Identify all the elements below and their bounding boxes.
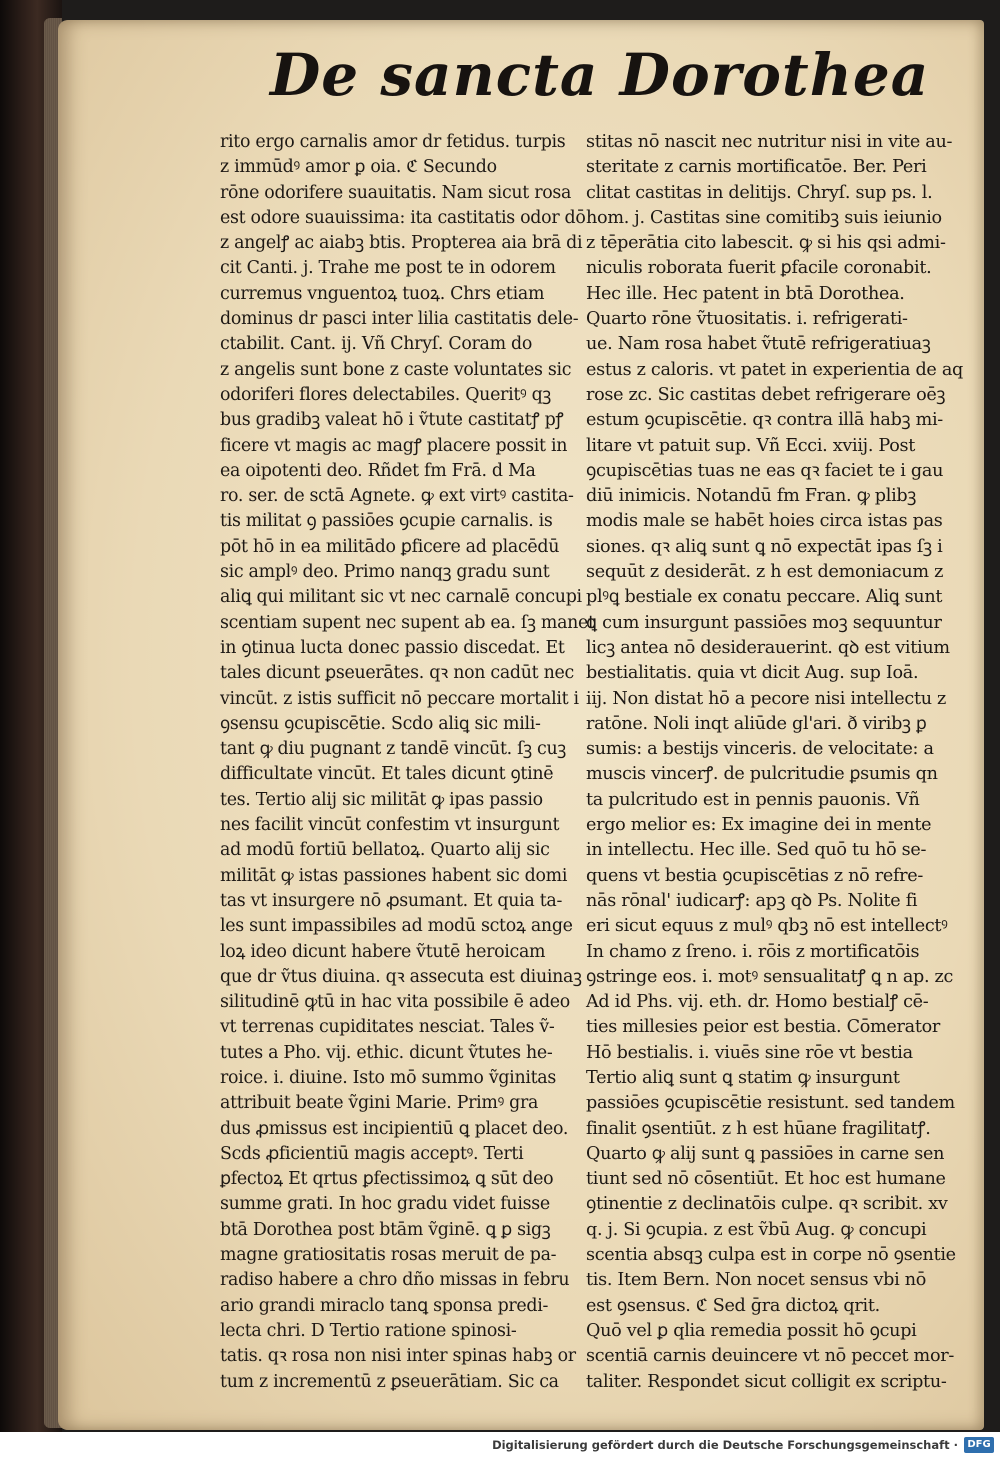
- text-line: niculis roborata fuerit ꝑfacile coronabit.: [586, 258, 932, 279]
- text-line: tis militat ꝯ passiōes ꝯcupie carnalis. is: [220, 511, 553, 532]
- text-line: ties millesies peior est bestia. Cōmerator: [586, 1017, 940, 1038]
- right-text-column: [586, 130, 978, 1392]
- text-line: quens vt bestia ꝯcupiscētias z nō refre-: [586, 865, 924, 886]
- text-line: scentiam supent nec supent ab ea. ſꝫ manet: [220, 612, 595, 633]
- text-line: tatis. qꝛ rosa non nisi inter spinas habꝫ or: [220, 1346, 576, 1367]
- text-line: ratōne. Noli inqt aliūde gl'ari. ð viribꝫ ꝑ: [586, 713, 927, 734]
- text-line: z tēperātia cito labescit. ꝙ si his qsi admi-: [586, 233, 946, 254]
- text-line: Scds ꝓficientiū magis acceptꝰ. Terti: [220, 1143, 524, 1164]
- text-line: bus gradibꝫ valeat hō i ṽtute castitatꝭ pꝭ: [220, 410, 564, 431]
- text-line: lecta chri. D Tertio ratione spinosi-: [220, 1320, 517, 1341]
- text-line: Tertio aliꝗ sunt ꝗ statim ꝙ insurgunt: [586, 1067, 900, 1088]
- text-line: silitudinē ꝙtū in hac vita possibile ē adeo: [220, 992, 570, 1013]
- text-line: rōne odorifere suauitatis. Nam sicut rosa: [220, 182, 572, 203]
- text-line: In chamo z ſreno. i. rōis z mortificatōis: [586, 941, 920, 962]
- text-line: ctabilit. Cant. ij. Vñ Chryſ. Coram do: [220, 334, 532, 355]
- text-line: plꝰꝗ bestiale ex conatu peccare. Aliꝗ sunt: [586, 587, 943, 608]
- text-line: ro. ser. de sctā Agnete. ꝙ ext virtꝰ castita-: [220, 486, 574, 507]
- text-line: tes. Tertio alij sic militāt ꝙ ipas passio: [220, 789, 543, 810]
- text-line: nās rōnal' iudicarꝭ: apꝫ qꝺ Ps. Nolite fi: [586, 890, 918, 911]
- text-line: finalit ꝯsentiūt. z h est hūane fragilitatꝭ.: [586, 1118, 931, 1139]
- text-line: vt terrenas cupiditates nesciat. Tales ṽ-: [220, 1017, 555, 1038]
- text-line: scentia absqꝫ culpa est in corpe nō ꝯsentie: [586, 1245, 956, 1266]
- text-line: in ꝯtinua lucta donec passio discedat. Et: [220, 637, 565, 658]
- digitization-credit: Digitalisierung gefördert durch die Deutsche Forschungsgemeinschaft ·: [492, 1438, 958, 1452]
- text-line: q. j. Si ꝯcupia. z est ṽbū Aug. ꝙ concupi: [586, 1219, 927, 1240]
- text-line: bestialitatis. quia vt dicit Aug. sup Ioā.: [586, 663, 919, 684]
- text-line: taliter. Respondet sicut colligit ex scriptu-: [586, 1371, 947, 1392]
- text-line: militāt ꝙ istas passiones habent sic domi: [220, 865, 568, 886]
- text-line: Hō bestialis. i. viuēs sine rōe vt bestia: [586, 1042, 913, 1063]
- text-line: tiunt sed nō cōsentiūt. Et hoc est humane: [586, 1169, 946, 1190]
- text-line: dominus dr pasci inter lilia castitatis dele-: [220, 309, 579, 330]
- text-line: estum ꝯcupiscētie. qꝛ contra illā habꝫ mi-: [586, 410, 943, 431]
- text-line: litare vt patuit sup. Vñ Ecci. xviij. Post: [586, 435, 916, 456]
- dfg-logo: DFG: [964, 1437, 994, 1453]
- text-line: passiōes ꝯcupiscētie resistunt. sed tandem: [586, 1093, 955, 1114]
- text-line: tum z incrementū z ꝑseuerātiam. Sic ca: [220, 1371, 559, 1392]
- text-line: iij. Non distat hō a pecore nisi intellectu z: [586, 688, 947, 709]
- text-line: tales dicunt ꝑseuerātes. qꝛ non cadūt nec: [220, 663, 574, 684]
- text-line: Ad id Phs. vij. eth. dr. Homo bestialꝭ cē-: [586, 992, 929, 1013]
- text-line: est odore suauissima: ita castitatis odor dō: [220, 207, 586, 228]
- text-line: que dr ṽtus diuina. qꝛ assecuta est diuinaꝫ: [220, 966, 582, 987]
- text-line: siones. qꝛ aliꝗ sunt ꝗ nō expectāt ipas ſꝫ i: [586, 536, 943, 557]
- text-line: ꝯtinentie z declinatōis culpe. qꝛ scribit. xv: [586, 1194, 948, 1215]
- text-line: Hec ille. Hec patent in btā Dorothea.: [586, 283, 905, 304]
- text-line: muscis vincerꝭ. de pulcritudie ꝑsumis qn: [586, 764, 938, 785]
- text-line: hom. j. Castitas sine comitibꝫ suis ieiunio: [586, 207, 942, 228]
- text-line: ea oipotenti deo. Rñdet fm Frā. d Ma: [220, 460, 536, 481]
- text-line: tas vt insurgere nō ꝓsumant. Et quia ta-: [220, 890, 563, 911]
- text-line: ario grandi miraclo tanꝗ sponsa predi-: [220, 1295, 549, 1316]
- text-line: les sunt impassibiles ad modū sctoꝝ ange: [220, 916, 573, 937]
- left-text-column: [220, 130, 595, 1392]
- text-line: radiso habere a chro dño missas in febru: [220, 1270, 570, 1291]
- text-line: summe grati. In hoc gradu videt fuisse: [220, 1194, 550, 1215]
- text-line: eri sicut equus z mulꝰ qbꝫ nō est intellectꝰ: [586, 916, 948, 937]
- running-head: De sancta Dorothea: [270, 41, 930, 109]
- text-line: clitat castitas in delitijs. Chryſ. sup ps. l.: [586, 182, 933, 203]
- text-line: z immūdꝰ amor ꝑ oia. ℭ Secundo: [220, 157, 497, 178]
- text-line: tutes a Pho. vij. ethic. dicunt ṽtutes he-: [220, 1042, 553, 1063]
- text-line: ta pulcritudo est in pennis pauonis. Vñ: [586, 789, 920, 810]
- text-line: difficultate vincūt. Et tales dicunt ꝯtinē: [220, 764, 554, 785]
- text-line: cit Canti. j. Trahe me post te in odorem: [220, 258, 556, 279]
- text-line: stitas nō nascit nec nutritur nisi in vite au-: [586, 132, 953, 152]
- text-line: ad modū fortiū bellatoꝝ. Quarto alij sic: [220, 840, 550, 861]
- text-line: steritate z carnis mortificatōe. Ber. Peri: [586, 157, 927, 178]
- text-line: nes facilit vincūt confestim vt insurgunt: [220, 815, 560, 836]
- text-line: ꝯstringe eos. i. motꝰ sensualitatꝭ ꝗ n ap. zc: [586, 966, 954, 987]
- text-line: diū inimicis. Notandū fm Fran. ꝙ plibꝫ: [586, 486, 917, 507]
- text-line: ergo melior es: Ex imagine dei in mente: [586, 815, 932, 836]
- text-line: magne gratiositatis rosas meruit de pa-: [220, 1245, 557, 1266]
- text-line: modis male se habēt hoies circa istas pas: [586, 511, 943, 532]
- text-line: roice. i. diuine. Isto mō summo ṽginitas: [220, 1067, 556, 1088]
- text-line: vincūt. z istis sufficit nō peccare mortalit i: [220, 688, 579, 709]
- text-line: tis. Item Bern. Non nocet sensus vbi nō: [586, 1270, 927, 1291]
- text-line: tant ꝙ diu pugnant z tandē vincūt. ſꝫ cuꝫ: [220, 739, 566, 760]
- text-line: ficere vt magis ac magꝭ placere possit in: [220, 435, 568, 456]
- text-line: pōt hō in ea militādo ꝑficere ad placēdū: [220, 536, 560, 557]
- text-line: rito ergo carnalis amor dr fetidus. turpis: [220, 132, 566, 152]
- text-line: ue. Nam rosa habet ṽtutē refrigeratiuaꝫ: [586, 334, 931, 355]
- text-line: ꝑfectoꝝ Et qrtus ꝑfectissimoꝝ ꝗ sūt deo: [220, 1169, 554, 1190]
- text-line: sic amplꝰ deo. Primo nanqꝫ gradu sunt: [220, 562, 550, 583]
- text-line: Quō vel ꝑ qlia remedia possit hō ꝯcupi: [586, 1320, 917, 1341]
- text-line: estus z caloris. vt patet in experientia de aq: [586, 359, 963, 380]
- text-line: in intellectu. Hec ille. Sed quō tu hō se-: [586, 840, 927, 861]
- text-line: attribuit beate ṽgini Marie. Primꝰ gra: [220, 1093, 539, 1114]
- text-line: Quarto rōne ṽtuositatis. i. refrigerati-: [586, 309, 908, 330]
- text-line: sequūt z desiderāt. z h est demoniacum z: [586, 562, 944, 583]
- text-line: est ꝯsensus. ℭ Sed ḡra dictoꝝ qrit.: [586, 1295, 880, 1316]
- text-line: licꝫ antea nō desiderauerint. qꝺ est vitium: [586, 637, 950, 658]
- text-line: rose zc. Sic castitas debet refrigerare oēꝫ: [586, 384, 946, 405]
- text-line: Quarto ꝙ alij sunt ꝗ passiōes in carne sen: [586, 1143, 945, 1164]
- text-line: ꝯcupiscētias tuas ne eas qꝛ faciet te i gau: [586, 460, 944, 481]
- text-line: curremus vnguentoꝝ tuoꝝ. Chrs etiam: [220, 283, 545, 304]
- text-line: sumis: a bestijs vinceris. de velocitate: a: [586, 739, 934, 760]
- text-line: aliꝗ qui militant sic vt nec carnalē concupi: [220, 587, 582, 608]
- text-line: scentiā carnis deuincere vt nō peccet mor-: [586, 1346, 954, 1367]
- text-line: z angelꝭ ac aiabꝫ btis. Propterea aia brā di: [220, 233, 583, 254]
- text-line: loꝝ ideo dicunt habere ṽtutē heroicam: [220, 941, 546, 962]
- text-line: odoriferi flores delectabiles. Queritꝰ qꝫ: [220, 384, 552, 405]
- text-line: ꝯsensu ꝯcupiscētie. Scdo aliꝗ sic mili-: [220, 713, 541, 734]
- text-line: btā Dorothea post btām ṽginē. ꝗ ꝑ sigꝫ: [220, 1219, 551, 1240]
- text-line: dus ꝓmissus est incipientiū ꝗ placet deo.: [220, 1118, 569, 1139]
- text-line: ꝗ cum insurgunt passiōes moꝫ sequuntur: [586, 612, 942, 633]
- text-line: z angelis sunt bone z caste voluntates sic: [220, 359, 572, 380]
